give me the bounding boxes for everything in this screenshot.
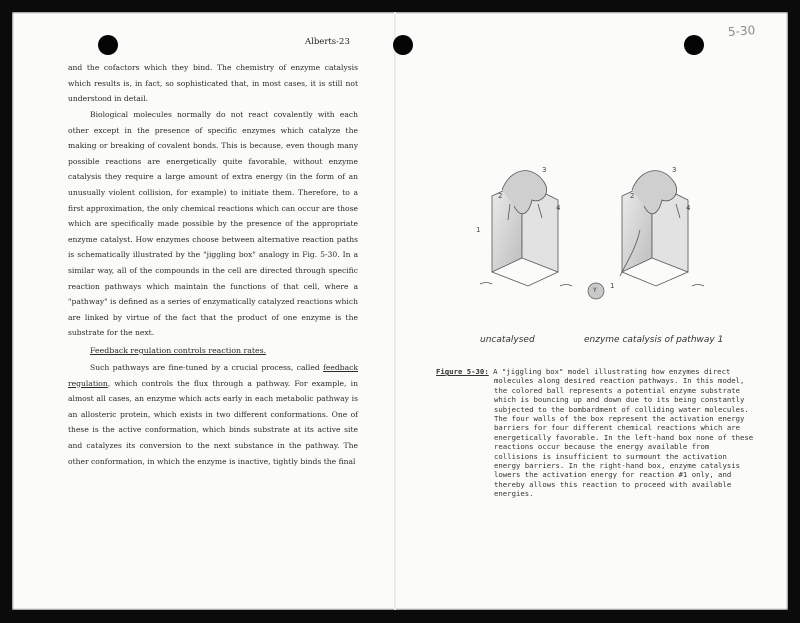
- uncatalysed-box: [480, 171, 572, 286]
- section-heading: Feedback regulation controls reaction rates.: [90, 346, 267, 355]
- feedback-regulation-term: feedback regulation: [68, 363, 358, 388]
- punch-hole-left: [98, 35, 118, 55]
- handwritten-corner-note: 5-30: [727, 23, 756, 39]
- left-wall-number-2: 2: [498, 192, 503, 200]
- paragraph-3-start: Such pathways are fine-tuned by a crucial process, called: [90, 363, 324, 372]
- paragraph-1: and the cofactors which they bind. The chemistry of enzyme catalysis which results is, in fact, so sophisticated that, in most cases, it is still not understood in detail.: [68, 63, 358, 104]
- paragraph-3: [68, 360, 358, 469]
- left-wall-number-4: 4: [556, 204, 561, 212]
- uncatalysed-label: uncatalysed: [480, 335, 535, 345]
- figure-caption-body: [436, 367, 756, 499]
- enzyme-catalysed-box: [620, 171, 704, 286]
- left-wall-number-3: 3: [542, 166, 547, 174]
- paragraph-2: Biological molecules normally do not react covalently with each other except in the presence of specific enzymes which catalyze the making or breaking of covalent bonds. This is because, even though many possible reactions are energetically quite favorable, without enzyme catalysis they require a large amount of extra energy (in the form of an unusually violent collision, for example) to initiate them. Therefore, to a first approximation, the only chemical reactions which can occur are those which are specifically made possible by the presence of the appropriate enzyme catalyst. How enzymes choose between alternative reaction paths is schematically illustrated by the "jiggling box" analogy in Fig. 5-30. In a similar way, all of the compounds in the cell are directed through specific reaction pathways which maintain the functions of that cell, where a "pathway" is defined as a series of enzymatically catalyzed reactions which are linked by virtue of the fact that the product of one enzyme is the substrate for the next.: [68, 110, 358, 338]
- right-wall-number-1: 1: [610, 282, 615, 290]
- figure-caption-text: A "jiggling box" model illustrating how enzymes direct molecules along desired reaction pathways. In this model, the colored ball represents a potential enzyme substrate which is bouncing up and down due to its being constantly subjected to the bombardment of colliding water molecules. The four walls of the box represent the activation energy barriers for four different chemical reactions which are energetically favorable. In the left-hand box none of these reactions occur because the energy available from collisions is insufficient to surmount the activation energy barriers. In the right-hand box, enzyme catalysis lowers the activation energy for reaction #1 only, and thereby allows this reaction to proceed with available energies.: [493, 367, 754, 499]
- punch-hole-right: [684, 35, 704, 55]
- figure-caption-label: Figure 5-30:: [436, 367, 489, 376]
- punch-hole-center: [393, 35, 413, 55]
- page-fold: [394, 12, 396, 610]
- page-label: Alberts-23: [305, 37, 350, 47]
- figure-caption: [436, 367, 756, 499]
- right-wall-number-2: 2: [630, 192, 635, 200]
- enzyme-catalysis-label: enzyme catalysis of pathway 1: [584, 335, 724, 345]
- left-wall-number-1: 1: [476, 226, 481, 234]
- jiggling-box-illustration: [470, 160, 720, 300]
- ball-label: Y: [593, 287, 597, 294]
- right-wall-number-4: 4: [686, 204, 691, 212]
- right-wall-number-3: 3: [672, 166, 677, 174]
- paragraph-3-rest: , which controls the flux through a pathway. For example, in almost all cases, an enzyme which acts early in each metabolic pathway is an allosteric protein, which exists in two different conformations. One of these is the active conformation, which binds substrate at its active site and catalyzes its conversion to the next substance in the pathway. The other conformation, in which the enzyme is inactive, tightly binds the final: [68, 378, 358, 466]
